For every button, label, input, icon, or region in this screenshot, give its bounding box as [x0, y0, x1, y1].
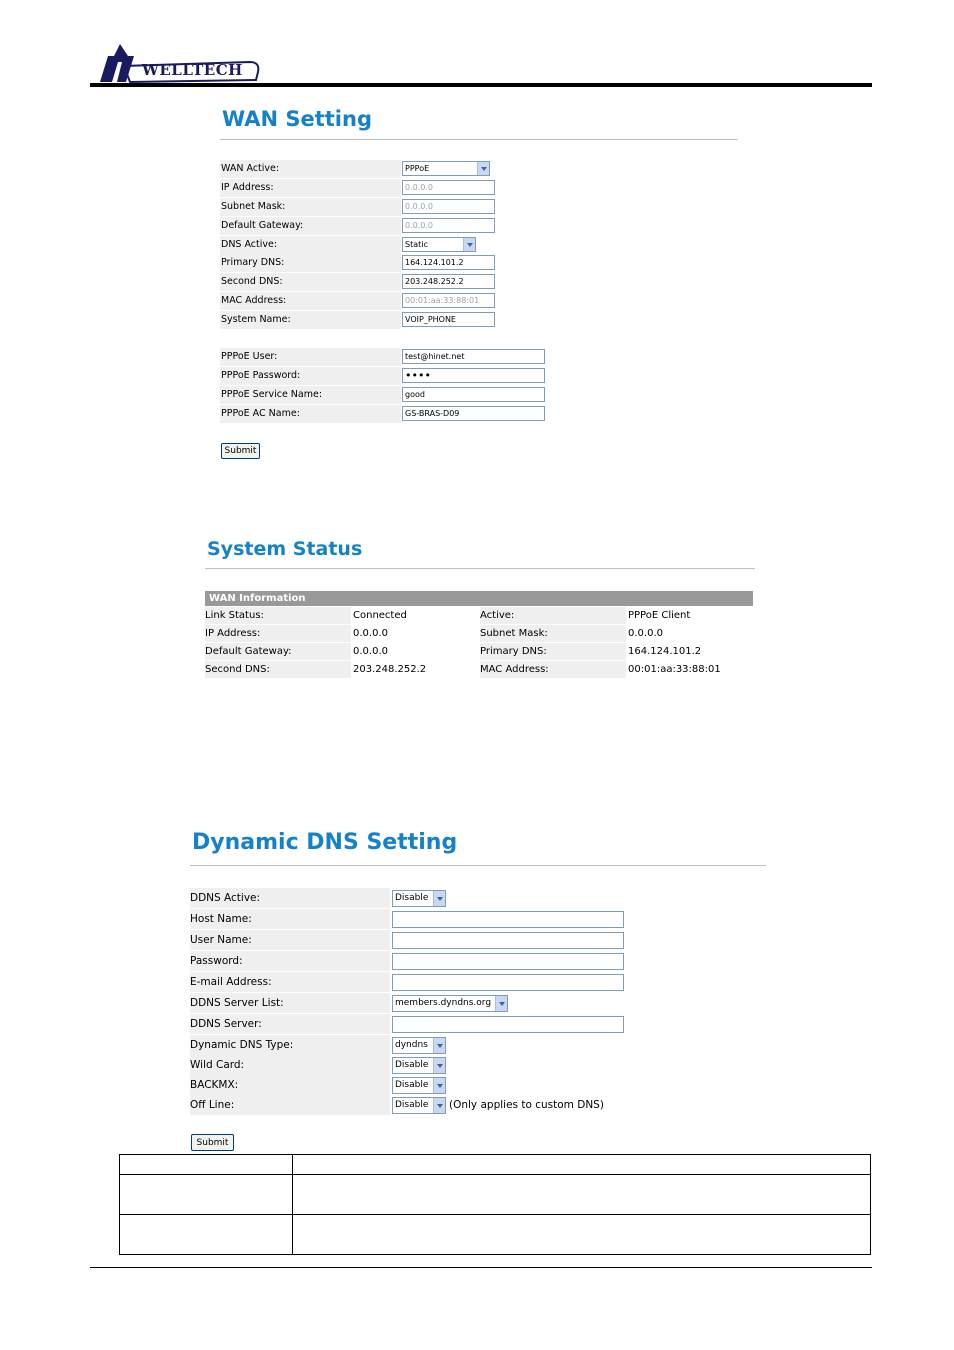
pppoe-row-ac [220, 405, 545, 424]
wan-row-primary-dns [220, 254, 495, 273]
wan-submit-button[interactable]: Submit [221, 443, 260, 459]
ddns-row-offline [190, 1095, 630, 1115]
ddns-row-active [190, 888, 630, 908]
description-table [119, 1154, 871, 1255]
chevron-down-icon [433, 1098, 445, 1113]
table-cell [293, 1215, 871, 1255]
table-cell [120, 1155, 293, 1175]
pppoe-user-input[interactable]: test@hinet.net [402, 349, 545, 364]
ddns-server-label: DDNS Server: [190, 1014, 390, 1034]
status-label: Second DNS: [205, 661, 351, 678]
chevron-down-icon [433, 1078, 445, 1093]
ddns-row-email [190, 972, 630, 992]
pppoe-user-label: PPPoE User: [220, 348, 401, 366]
pppoe-row-user [220, 348, 545, 367]
pppoe-service-label: PPPoE Service Name: [220, 386, 401, 404]
system-status-title: System Status [207, 538, 363, 560]
footer-rule [90, 1267, 872, 1268]
primary-dns-input[interactable]: 164.124.101.2 [402, 255, 495, 270]
status-value: 0.0.0.0 [353, 628, 388, 639]
chevron-down-icon [477, 162, 489, 175]
dynamic-dns-type-label: Dynamic DNS Type: [190, 1035, 390, 1055]
status-label: MAC Address: [480, 661, 626, 678]
user-name-label: User Name: [190, 930, 390, 950]
host-name-input[interactable] [392, 911, 624, 928]
password-label: Password: [190, 951, 390, 971]
wan-row-gateway [220, 217, 495, 236]
ddns-title-rule [190, 865, 766, 866]
status-value: Connected [353, 610, 407, 621]
subnet-mask-label: Subnet Mask: [220, 198, 401, 216]
status-label: Default Gateway: [205, 643, 351, 660]
chevron-down-icon [433, 891, 445, 906]
wan-row-second-dns [220, 273, 495, 292]
ip-address-input[interactable]: 0.0.0.0 [402, 180, 495, 195]
default-gateway-label: Default Gateway: [220, 217, 401, 235]
chevron-down-icon [495, 996, 507, 1011]
second-dns-label: Second DNS: [220, 273, 401, 291]
status-row [205, 607, 753, 624]
status-row [205, 625, 753, 642]
ddns-row-server-list [190, 993, 630, 1013]
pppoe-row-service [220, 386, 545, 405]
mac-address-label: MAC Address: [220, 292, 401, 310]
ddns-active-select[interactable]: Disable [392, 890, 446, 907]
mac-address-input[interactable]: 00:01:aa:33:88:01 [402, 293, 495, 308]
status-value: 0.0.0.0 [628, 628, 663, 639]
ddns-row-password [190, 951, 630, 971]
pppoe-row-password [220, 367, 545, 386]
wan-setting-title: WAN Setting [222, 107, 372, 131]
host-name-label: Host Name: [190, 909, 390, 929]
dns-active-select[interactable]: Static [402, 237, 476, 252]
status-row [205, 661, 753, 678]
subnet-mask-input[interactable]: 0.0.0.0 [402, 199, 495, 214]
pppoe-ac-input[interactable]: GS-BRAS-D09 [402, 406, 545, 421]
default-gateway-input[interactable]: 0.0.0.0 [402, 218, 495, 233]
dns-active-label: DNS Active: [220, 236, 401, 254]
status-value: PPPoE Client [628, 610, 691, 621]
ddns-row-backmx [190, 1075, 630, 1095]
wild-card-select[interactable]: Disable [392, 1057, 446, 1074]
ip-address-label: IP Address: [220, 179, 401, 197]
system-name-label: System Name: [220, 311, 401, 329]
status-value: 00:01:aa:33:88:01 [628, 664, 721, 675]
off-line-note: (Only applies to custom DNS) [449, 1099, 604, 1111]
wild-card-label: Wild Card: [190, 1055, 390, 1075]
wan-row-mac [220, 292, 495, 311]
system-name-input[interactable]: VOIP_PHONE [402, 312, 495, 327]
status-value: 164.124.101.2 [628, 646, 702, 657]
table-cell [293, 1155, 871, 1175]
wan-active-select[interactable]: PPPoE [402, 161, 490, 176]
status-label: Active: [480, 607, 626, 624]
pppoe-ac-label: PPPoE AC Name: [220, 405, 401, 423]
ddns-row-user [190, 930, 630, 950]
primary-dns-label: Primary DNS: [220, 254, 401, 272]
email-address-input[interactable] [392, 974, 624, 991]
status-row [205, 643, 753, 660]
second-dns-input[interactable]: 203.248.252.2 [402, 274, 495, 289]
wan-row-active [220, 160, 495, 179]
ddns-setting-title: Dynamic DNS Setting [192, 830, 458, 855]
pppoe-password-label: PPPoE Password: [220, 367, 401, 385]
pppoe-password-input[interactable]: •••• [402, 368, 545, 383]
email-address-label: E-mail Address: [190, 972, 390, 992]
status-value: 0.0.0.0 [353, 646, 388, 657]
ddns-active-label: DDNS Active: [190, 888, 390, 908]
status-value: 203.248.252.2 [353, 664, 427, 675]
status-label: Link Status: [205, 607, 351, 624]
off-line-select[interactable]: Disable [392, 1097, 446, 1114]
chevron-down-icon [433, 1058, 445, 1073]
status-label: Primary DNS: [480, 643, 626, 660]
backmx-label: BACKMX: [190, 1075, 390, 1095]
ddns-server-input[interactable] [392, 1016, 624, 1033]
status-label: IP Address: [205, 625, 351, 642]
wan-active-label: WAN Active: [220, 160, 401, 178]
wan-row-dns-active [220, 236, 495, 255]
ddns-server-list-label: DDNS Server List: [190, 993, 390, 1013]
wan-information-header: WAN Information [205, 591, 753, 606]
chevron-down-icon [433, 1038, 445, 1053]
wan-row-system-name [220, 311, 495, 330]
ddns-row-server [190, 1014, 630, 1034]
off-line-label: Off Line: [190, 1095, 390, 1115]
wan-row-ip [220, 179, 495, 198]
ddns-row-host [190, 909, 630, 929]
pppoe-service-input[interactable]: good [402, 387, 545, 402]
ddns-row-wildcard [190, 1055, 630, 1075]
wan-title-rule [220, 139, 738, 140]
ddns-row-type [190, 1035, 630, 1055]
backmx-select[interactable]: Disable [392, 1077, 446, 1094]
status-title-rule [205, 568, 755, 569]
logo-text: WELLTECH [142, 61, 243, 79]
table-cell [120, 1175, 293, 1215]
table-cell [293, 1175, 871, 1215]
password-input[interactable] [392, 953, 624, 970]
status-label: Subnet Mask: [480, 625, 626, 642]
header-rule [90, 83, 872, 87]
ddns-server-list-select[interactable]: members.dyndns.org [392, 995, 508, 1012]
user-name-input[interactable] [392, 932, 624, 949]
chevron-down-icon [463, 238, 475, 251]
table-cell [120, 1215, 293, 1255]
ddns-submit-button[interactable]: Submit [191, 1134, 234, 1151]
dynamic-dns-type-select[interactable]: dyndns [392, 1037, 446, 1054]
wan-row-subnet [220, 198, 495, 217]
